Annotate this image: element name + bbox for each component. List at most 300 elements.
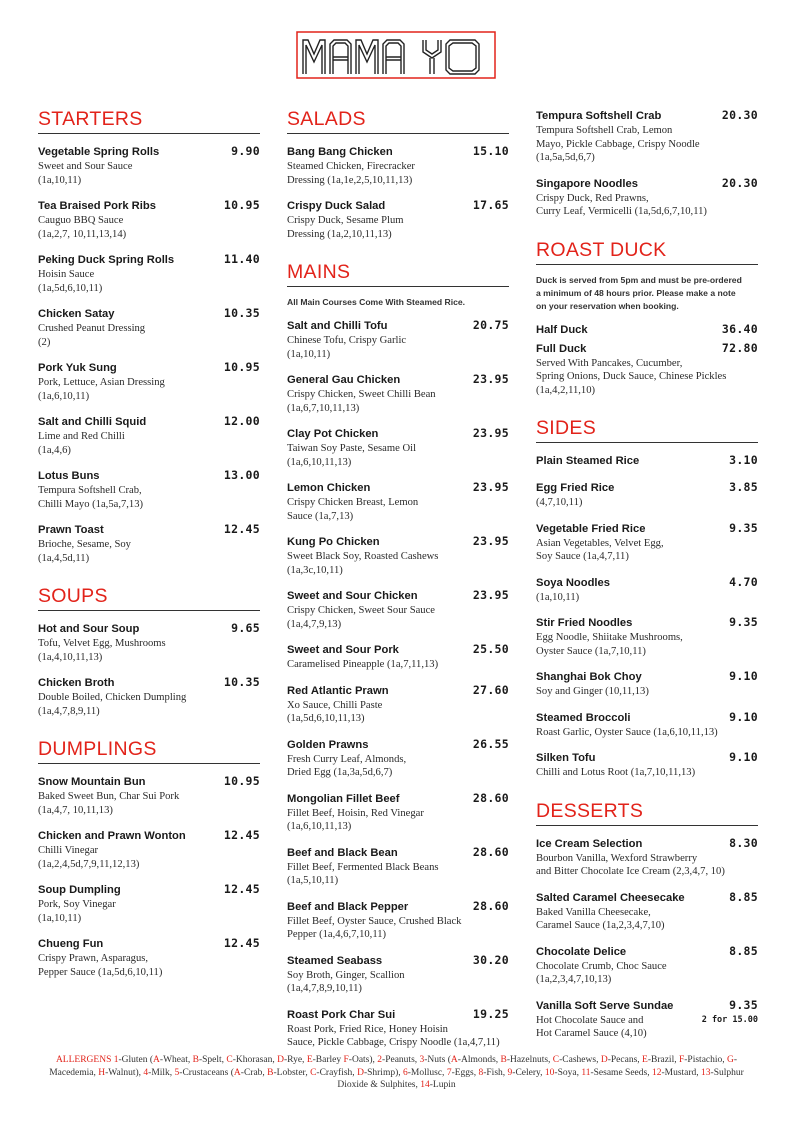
item-description-line: (1a,10,11) <box>38 912 82 924</box>
item-name: Sweet and Sour Pork <box>287 644 399 656</box>
item-description-line: Cauguo BBQ Sauce <box>38 215 124 226</box>
allergen-text: -Mollusc, <box>407 1067 447 1078</box>
allergen-text: -Fish, <box>483 1067 508 1078</box>
item-price: 13.00 <box>223 468 260 482</box>
item-price: 8.30 <box>729 835 758 850</box>
item-description-line: Spring Onions, Duck Sauce, Chinese Pickles <box>536 371 727 382</box>
allergen-text: -Lobster, <box>273 1067 311 1078</box>
menu-item <box>536 890 758 933</box>
item-name: Prawn Toast <box>38 524 104 536</box>
item-description-line: Pepper (1a,4,6,7,10,11) <box>287 929 387 940</box>
allergen-text: -Celery, <box>512 1067 545 1078</box>
item-price: 12.45 <box>223 828 260 842</box>
item-description-line: Steamed Chicken, Firecracker <box>287 161 415 172</box>
allergen-code: F <box>678 1055 685 1065</box>
menu-item-header <box>287 426 509 442</box>
menu-item-header <box>536 669 758 685</box>
item-price: 12.00 <box>223 414 260 428</box>
item-price: 20.30 <box>721 108 758 122</box>
allergens-legend <box>40 1054 753 1092</box>
menu-item-header <box>536 890 758 906</box>
allergen-code: A <box>233 1067 241 1078</box>
allergen-text: -Spelt, <box>198 1055 227 1065</box>
item-price: 9.10 <box>729 709 758 724</box>
item-description-row <box>536 1014 758 1028</box>
menu-item-header <box>38 936 260 952</box>
allergen-text: -Mustard, <box>661 1067 702 1078</box>
allergen-code: A <box>450 1055 458 1065</box>
menu-item-header <box>536 710 758 726</box>
menu-section <box>536 417 758 780</box>
item-name: Soup Dumpling <box>38 884 121 896</box>
item-name: Singapore Noodles <box>536 177 638 190</box>
item-price: 10.35 <box>223 306 260 320</box>
item-description-line: Sweet and Sour Sauce <box>38 161 133 172</box>
menu-section <box>536 800 758 1041</box>
item-name: Clay Pot Chicken <box>287 428 379 440</box>
allergen-code: F <box>343 1055 349 1065</box>
item-price: 72.80 <box>721 340 758 355</box>
allergen-text: -Peanuts, <box>382 1055 420 1065</box>
item-price: 23.95 <box>472 426 509 440</box>
item-description-line: Bourbon Vanilla, Wexford Strawberry <box>536 852 698 864</box>
item-price: 11.40 <box>223 252 260 266</box>
item-name: Hot and Sour Soup <box>38 623 140 635</box>
allergen-text: -Crab, <box>240 1067 268 1078</box>
menu-item <box>38 522 260 565</box>
item-name: Mongolian Fillet Beef <box>287 792 400 805</box>
item-price: 3.85 <box>729 480 758 494</box>
item-price: 23.95 <box>472 480 509 494</box>
item-name: Steamed Seabass <box>287 954 383 967</box>
item-description-line: (1a,10,11) <box>287 348 331 360</box>
menu-item-header <box>287 372 509 388</box>
item-description-line: (1a,4,7, 10,11,13) <box>38 804 113 816</box>
menu-item-header <box>536 944 758 960</box>
item-description-line: Xo Sauce, Chilli Paste <box>287 699 383 711</box>
item-description-line: Brioche, Sesame, Soy <box>38 539 131 550</box>
item-name: Pork Yuk Sung <box>38 362 117 374</box>
allergen-text: -Gluten ( <box>118 1055 154 1065</box>
item-description-line: Roast Pork, Fried Rice, Honey Hoisin <box>287 1023 448 1035</box>
section-title: DESSERTS <box>536 800 758 826</box>
item-price: 20.75 <box>472 318 509 332</box>
menu-item <box>536 480 758 510</box>
menu-item-header <box>38 198 260 214</box>
item-description-line: Chilli Vinegar <box>38 845 99 856</box>
item-name: Roast Pork Char Sui <box>287 1008 396 1021</box>
menu-item <box>38 360 260 403</box>
item-description-line: Lime and Red Chilli <box>38 431 125 442</box>
item-name: Stir Fried Noodles <box>536 617 633 629</box>
menu-section <box>287 261 509 1050</box>
item-price: 23.95 <box>472 588 509 602</box>
menu-item-header <box>287 1007 509 1023</box>
item-name: Egg Fried Rice <box>536 482 615 494</box>
item-name: Salt and Chilli Tofu <box>287 320 388 332</box>
item-price: 19.25 <box>472 1006 509 1021</box>
item-description-line: Roast Garlic, Oyster Sauce (1a,6,10,11,13) <box>536 726 718 738</box>
menu-item-header <box>287 144 509 160</box>
item-name: Crispy Duck Salad <box>287 200 386 212</box>
item-offer: 2 for 15.00 <box>701 1014 758 1025</box>
item-price: 28.60 <box>472 844 509 859</box>
item-name: Plain Steamed Rice <box>536 455 640 467</box>
item-price: 12.45 <box>223 936 260 950</box>
allergen-code: D <box>357 1067 364 1078</box>
item-description-line: Tofu, Velvet Egg, Mushrooms <box>38 638 166 649</box>
item-name: Bang Bang Chicken <box>287 146 393 158</box>
item-description-line: Pork, Lettuce, Asian Dressing <box>38 377 165 388</box>
item-name: Chicken Broth <box>38 677 115 689</box>
allergen-text: -Shrimp), <box>363 1067 403 1078</box>
menu-item <box>536 521 758 564</box>
menu-item <box>38 936 260 979</box>
item-name: Vegetable Fried Rice <box>536 522 646 535</box>
menu-item <box>38 198 260 241</box>
menu-item <box>38 675 260 718</box>
menu-item-header <box>536 108 758 124</box>
menu-item <box>287 426 509 469</box>
item-description-line: Fillet Beef, Oyster Sauce, Crushed Black <box>287 915 462 927</box>
menu-item <box>287 845 509 888</box>
menu-item <box>38 882 260 925</box>
menu-item <box>536 998 758 1041</box>
brand-logo-art <box>295 30 497 80</box>
item-description-line: Oyster Sauce (1a,7,10,11) <box>536 645 646 657</box>
menu-item-header <box>38 522 260 538</box>
menu-item <box>536 341 758 398</box>
item-price: 9.10 <box>729 669 758 683</box>
menu-item-header <box>536 575 758 591</box>
allergen-code: 14 <box>420 1080 430 1090</box>
menu-item-header <box>287 791 509 807</box>
menu-item-header <box>38 252 260 268</box>
allergen-text: -Barley <box>312 1055 344 1065</box>
item-description-line: Hot Chocolate Sauce and <box>536 1014 644 1026</box>
item-price: 8.85 <box>729 889 758 904</box>
brand-logo <box>295 30 497 80</box>
menu-item-header <box>287 318 509 334</box>
allergen-code: D <box>600 1055 608 1065</box>
menu-item <box>287 791 509 834</box>
menu-item <box>536 322 758 338</box>
menu-item-header <box>38 468 260 484</box>
allergen-text: -Lupin <box>429 1080 456 1090</box>
menu-item-header <box>287 642 509 658</box>
allergen-code: 12 <box>651 1067 662 1078</box>
item-price: 10.95 <box>223 774 260 788</box>
item-description-line: (1a,4,6) <box>38 444 71 456</box>
allergen-code: 13 <box>701 1067 711 1078</box>
item-name: Vegetable Spring Rolls <box>38 146 160 158</box>
item-name: General Gau Chicken <box>287 374 401 386</box>
item-price: 10.35 <box>223 675 260 689</box>
menu-section <box>38 585 260 718</box>
menu-item <box>536 575 758 605</box>
item-description-line: Tempura Softshell Crab, <box>38 485 142 496</box>
allergen-text: -Brazil, <box>647 1055 679 1065</box>
menu-item <box>287 480 509 523</box>
item-price: 28.60 <box>472 790 509 805</box>
menu-item-header <box>536 322 758 338</box>
item-description-line: Pepper Sauce (1a,5d,6,10,11) <box>38 966 163 978</box>
section-title: MAINS <box>287 261 509 287</box>
item-description-line: Crispy Chicken Breast, Lemon <box>287 497 419 508</box>
item-price: 30.20 <box>472 952 509 967</box>
section-note <box>287 296 509 309</box>
allergen-code: 3 <box>419 1055 425 1065</box>
item-description-line: Crispy Chicken, Sweet Sour Sauce <box>287 605 435 616</box>
menu-item <box>38 414 260 457</box>
item-price: 9.10 <box>729 750 758 764</box>
menu-item-header <box>287 534 509 550</box>
item-name: Chocolate Delice <box>536 945 627 958</box>
allergen-code: E <box>642 1055 648 1065</box>
item-name: Snow Mountain Bun <box>38 776 146 788</box>
menu-item-header <box>536 615 758 631</box>
item-description-line: Baked Sweet Bun, Char Sui Pork <box>38 791 180 802</box>
item-description-line: (1a,5a,5d,6,7) <box>536 152 595 163</box>
item-name: Peking Duck Spring Rolls <box>38 254 175 266</box>
item-name: Tea Braised Pork Ribs <box>38 200 156 212</box>
item-price: 27.60 <box>472 682 509 697</box>
item-description-line: (1a,4,2,11,10) <box>536 384 596 396</box>
item-description-line: Soy Sauce (1a,4,7,11) <box>536 551 629 562</box>
menu-item <box>536 750 758 780</box>
allergen-text: -Wheat, <box>159 1055 193 1065</box>
menu-item <box>38 468 260 511</box>
menu-item-header <box>536 521 758 537</box>
menu-item <box>287 198 509 241</box>
allergen-code: ALLERGENS <box>55 1055 114 1065</box>
item-name: Kung Po Chicken <box>287 536 380 548</box>
item-name: Beef and Black Pepper <box>287 900 409 913</box>
item-name: Lemon Chicken <box>287 482 371 494</box>
menu-item <box>38 828 260 871</box>
item-description-line: Hoisin Sauce <box>38 269 95 280</box>
menu-item <box>287 642 509 672</box>
allergen-text: -Walnut), <box>105 1067 144 1078</box>
item-description-line: Sweet Black Soy, Roasted Cashews <box>287 551 439 562</box>
item-price: 26.55 <box>472 736 509 751</box>
item-description-line: Soy and Ginger (10,11,13) <box>536 686 649 697</box>
allergen-code: B <box>500 1055 507 1065</box>
menu-item <box>287 318 509 361</box>
menu-item <box>287 953 509 996</box>
menu-item <box>287 737 509 780</box>
menu-item-header <box>536 176 758 192</box>
menu-item-header <box>536 836 758 852</box>
allergen-text: -Crustaceans ( <box>179 1067 234 1078</box>
allergen-code: C <box>310 1067 317 1078</box>
item-description-line: and Bitter Chocolate Ice Cream (2,3,4,7, 10) <box>536 866 725 877</box>
menu-item <box>38 774 260 817</box>
item-name: Tempura Softshell Crab <box>536 110 662 122</box>
section-note-line: a minimum of 48 hours prior. Please make a note <box>536 287 736 298</box>
allergen-code: 4 <box>143 1067 149 1078</box>
menu-item <box>287 144 509 187</box>
menu-column-1 <box>38 108 260 999</box>
menu-item <box>536 108 758 165</box>
section-title: STARTERS <box>38 108 260 134</box>
menu-column-2 <box>287 108 509 1070</box>
allergen-text: -Pistachio, <box>684 1055 728 1065</box>
menu-item-header <box>38 144 260 160</box>
section-title: SIDES <box>536 417 758 443</box>
menu-item-header <box>536 480 758 496</box>
item-name: Sweet and Sour Chicken <box>287 590 418 602</box>
allergen-code: B <box>192 1055 199 1065</box>
menu-item-header <box>38 774 260 790</box>
menu-item-header <box>38 675 260 691</box>
allergen-code: 8 <box>478 1067 484 1078</box>
item-price: 8.85 <box>729 943 758 958</box>
item-description-line: (1a,6,7,10,11,13) <box>287 402 360 414</box>
allergen-code: 11 <box>581 1067 591 1078</box>
menu-item-header <box>38 306 260 322</box>
allergen-text: -Khorasan, <box>232 1055 278 1065</box>
allergen-code: 7 <box>446 1067 452 1078</box>
item-description-line: Baked Vanilla Cheesecake, <box>536 906 651 918</box>
item-description-line: (1a,6,10,11) <box>38 390 90 402</box>
item-price: 20.30 <box>721 175 758 190</box>
allergen-text: -Pecans, <box>607 1055 643 1065</box>
section-title: SOUPS <box>38 585 260 611</box>
item-description-line: (1a,4,5d,11) <box>38 552 90 564</box>
menu-item <box>38 306 260 349</box>
menu-item-header <box>536 750 758 766</box>
menu-item <box>287 534 509 577</box>
item-description-line: Fresh Curry Leaf, Almonds, <box>287 753 407 765</box>
item-description-line: Tempura Softshell Crab, Lemon <box>536 125 673 136</box>
item-description-line: (1a,3c,10,11) <box>287 564 343 576</box>
menu-item-header <box>287 899 509 915</box>
menu-item-header <box>287 480 509 496</box>
item-name: Vanilla Soft Serve Sundae <box>536 999 674 1012</box>
allergen-code: 9 <box>507 1067 513 1078</box>
item-price: 9.35 <box>729 997 758 1012</box>
item-name: Soya Noodles <box>536 576 610 589</box>
item-description-line: Crispy Duck, Red Prawns, <box>536 192 649 204</box>
item-price: 10.95 <box>223 198 260 212</box>
item-description-line: (1a,5d,6,10,11,13) <box>287 713 365 724</box>
item-price: 4.70 <box>729 574 758 589</box>
item-description-line: Taiwan Soy Paste, Sesame Oil <box>287 443 417 454</box>
item-price: 9.90 <box>231 144 260 158</box>
section-title: SALADS <box>287 108 509 134</box>
menu-item-header <box>536 341 758 357</box>
item-name: Chicken Satay <box>38 308 115 320</box>
item-description-line: Chocolate Crumb, Choc Sauce <box>536 960 667 972</box>
item-description-line: Sauce, Pickle Cabbage, Crispy Noodle (1a,4,7,11) <box>287 1037 500 1048</box>
item-description-line: (1a,10,11) <box>38 174 82 186</box>
section-title: DUMPLINGS <box>38 738 260 764</box>
item-description-line: (1a,2,7, 10,11,13,14) <box>38 228 127 240</box>
menu-item <box>536 836 758 879</box>
item-description-line: Chinese Tofu, Crispy Garlic <box>287 335 407 346</box>
allergen-text: -Nuts ( <box>424 1055 451 1065</box>
menu-item <box>536 176 758 219</box>
section-title: ROAST DUCK <box>536 239 758 265</box>
item-name: Salted Caramel Cheesecake <box>536 891 685 904</box>
item-price: 9.35 <box>729 520 758 535</box>
menu-item-header <box>287 737 509 753</box>
allergen-code: D <box>277 1055 284 1065</box>
item-description-line: (1a,4,7,9,13) <box>287 618 342 630</box>
allergen-code: E <box>306 1055 313 1065</box>
menu-item <box>536 669 758 699</box>
item-description-line: (1a,6,10,11,13) <box>287 456 352 468</box>
allergen-code: 5 <box>174 1067 180 1078</box>
item-price: 10.95 <box>223 360 260 374</box>
menu-item <box>38 621 260 664</box>
item-description-line: Dressing (1a,1e,2,5,10,11,13) <box>287 174 413 186</box>
item-name: Lotus Buns <box>38 470 100 482</box>
menu-item-header <box>287 845 509 861</box>
item-price: 12.45 <box>223 522 260 536</box>
item-description-line: Sauce (1a,7,13) <box>287 510 354 522</box>
menu-item <box>287 372 509 415</box>
allergen-text: -Macedemia, <box>49 1055 738 1078</box>
item-description-line: (1a,4,7,8,9,10,11) <box>287 983 362 994</box>
item-description-line: (1a,2,3,4,7,10,13) <box>536 974 612 985</box>
item-price: 36.40 <box>721 321 758 336</box>
item-price: 17.65 <box>472 198 509 212</box>
item-name: Red Atlantic Prawn <box>287 684 389 697</box>
menu-column-3 <box>536 108 758 1061</box>
menu-item-header <box>287 588 509 604</box>
allergen-text: -Hazelnuts, <box>506 1055 553 1065</box>
item-description-line: Mayo, Pickle Cabbage, Crispy Noodle <box>536 138 700 150</box>
menu-item-header <box>38 414 260 430</box>
item-description-line: Served With Pancakes, Cucumber, <box>536 357 683 369</box>
item-name: Steamed Broccoli <box>536 711 631 724</box>
item-name: Golden Prawns <box>287 738 369 751</box>
item-price: 23.95 <box>472 372 509 386</box>
allergen-code: 2 <box>377 1055 383 1065</box>
allergen-code: C <box>552 1055 560 1065</box>
item-description-line: (4,7,10,11) <box>536 497 583 508</box>
item-description-line: Egg Noodle, Shiitake Mushrooms, <box>536 632 683 643</box>
item-price: 25.50 <box>472 642 509 656</box>
menu-item <box>287 1007 509 1050</box>
item-description-line: (1a,4,7,8,9,11) <box>38 705 100 717</box>
section-note-line: Duck is served from 5pm and must be pre-ordered <box>536 274 742 285</box>
item-name: Chueng Fun <box>38 938 104 950</box>
item-name: Silken Tofu <box>536 752 596 764</box>
item-description-line: Curry Leaf, Vermicelli (1a,5d,6,7,10,11) <box>536 206 707 217</box>
item-description-line: Crushed Peanut Dressing <box>38 323 146 334</box>
menu-item <box>287 899 509 942</box>
item-price: 12.45 <box>223 882 260 896</box>
allergen-code: 6 <box>403 1067 408 1078</box>
menu-item-header <box>287 683 509 699</box>
allergen-text: -Oats), <box>348 1055 378 1065</box>
item-description-line: Crispy Duck, Sesame Plum <box>287 215 404 226</box>
allergen-text: -Sulphur Dioxide & Sulphites, <box>337 1067 744 1090</box>
menu-item-header <box>536 453 758 469</box>
item-price: 9.35 <box>729 615 758 629</box>
item-description-line: (2) <box>38 336 51 348</box>
menu-section <box>536 108 758 219</box>
item-description-line: Chilli and Lotus Root (1a,7,10,11,13) <box>536 767 696 778</box>
menu-section <box>287 108 509 241</box>
item-price: 23.95 <box>472 534 509 548</box>
item-description-line: (1a,10,11) <box>536 591 580 603</box>
allergen-text: -Eggs, <box>451 1067 479 1078</box>
item-price: 15.10 <box>472 144 509 158</box>
